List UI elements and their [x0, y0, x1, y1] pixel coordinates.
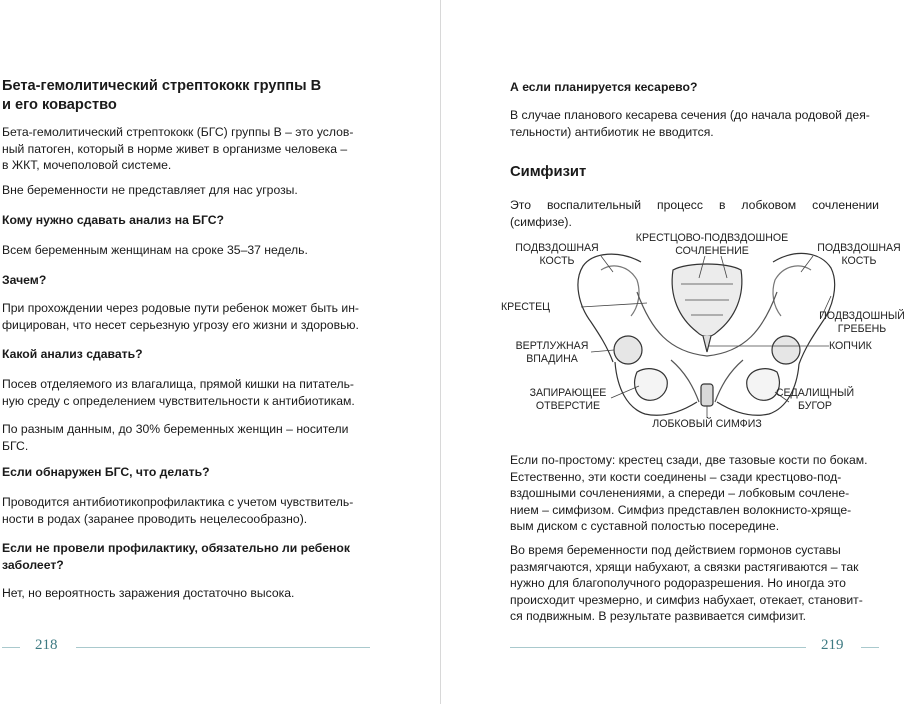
text-line: В случае планового кесарева сечения (до начала родовой дея- — [510, 108, 870, 122]
title-line: и его коварство — [2, 97, 117, 113]
text-line: При прохождении через родовые пути ребенок может быть ин- — [2, 301, 359, 315]
text-line: Проводится антибиотикопрофилактика с учетом чувствитель- — [2, 495, 354, 509]
text-line: Если по-простому: крестец сзади, две тазовые кости по бокам. — [510, 453, 868, 467]
intro-paragraph — [2, 124, 370, 174]
outside-pregnancy-paragraph: Вне беременности не представляет для нас угрозы. — [2, 183, 298, 197]
text-line: БГС. — [2, 438, 29, 453]
label-line: СОЧЛЕНЕНИЕ — [675, 245, 749, 257]
answer-who: Всем беременным женщинам на сроке 35–37 недель. — [2, 243, 308, 257]
label-ilium-left — [509, 242, 605, 268]
simple-explanation-paragraph — [510, 452, 879, 535]
answer-no-prophylaxis: Нет, но вероятность заражения достаточно высока. — [2, 586, 295, 600]
label-line: КРЕСТЦОВО-ПОДВЗДОШНОЕ — [635, 232, 789, 244]
text-line: ся подвижным. В результате развивается симфизит. — [510, 609, 806, 624]
footer-rule — [2, 647, 20, 648]
label-ischial-tuberosity — [773, 387, 857, 413]
text-line: размягчаются, хрящи набухают, а связки растягиваются – так — [510, 559, 859, 574]
text-line: нием – симфизом. Симфиз представлен волокнисто-хряще- — [510, 502, 852, 517]
section-title-gbs — [2, 77, 382, 115]
label-line: КОСТЬ — [539, 255, 575, 267]
carrier-statistic — [2, 421, 370, 454]
text-line: ный патоген, который в норме живет в организме человека – — [2, 141, 348, 156]
question-what-to-do: Если обнаружен БГС, что делать? — [2, 465, 210, 479]
page-number: 219 — [821, 637, 844, 653]
question-no-prophylaxis — [2, 540, 370, 573]
text-line: По разным данным, до 30% беременных женщин – носители — [2, 422, 349, 436]
answer-why — [2, 300, 370, 333]
text-line: Бета-гемолитический стрептококк (БГС) группы В – это услов- — [2, 125, 354, 139]
text-line: происходит чрезмерно, и симфиз набухает, отекает, становит- — [510, 592, 863, 607]
pelvis-drawing — [441, 0, 910, 440]
acetabulum-right — [772, 336, 800, 364]
question-why: Зачем? — [2, 273, 47, 287]
text-line: фицирован, что несет серьезную угрозу его жизни и здоровью. — [2, 317, 359, 332]
ilium-left-inner — [601, 266, 639, 316]
label-acetabulum — [507, 340, 597, 366]
section-title-symphysitis: Симфизит — [510, 164, 587, 180]
label-line: ЗАПИРАЮЩЕЕ — [529, 387, 607, 399]
label-line: СЕДАЛИЩНЫЙ — [775, 387, 855, 399]
text-line: Естественно, эти кости соединены – сзади крестцово-под- — [510, 469, 842, 484]
text-line: вздошными сочленениями, а спереди – лобковым сочлене- — [510, 486, 850, 501]
label-line: КОСТЬ — [841, 255, 877, 267]
title-line: Бета-гемолитический стрептококк группы В — [2, 78, 322, 94]
coccyx-shape — [703, 336, 711, 352]
label-pubic-symphysis: ЛОБКОВЫЙ СИМФИЗ — [652, 418, 762, 430]
label-obturator-foramen — [521, 387, 615, 413]
label-line: ПОДВЗДОШНАЯ — [515, 242, 599, 254]
page-number: 218 — [35, 637, 58, 653]
text-line: Посев отделяемого из влагалища, прямой кишки на питатель- — [2, 377, 354, 391]
label-line: ГРЕБЕНЬ — [837, 323, 887, 335]
label-line: ВПАДИНА — [526, 353, 578, 365]
pregnancy-paragraph — [510, 542, 879, 625]
acetabulum-left — [614, 336, 642, 364]
label-sacroiliac-joint — [627, 232, 797, 258]
label-line: ПОДВЗДОШНЫЙ — [819, 310, 905, 322]
left-page — [0, 0, 440, 704]
pelvis-figure — [441, 0, 910, 440]
ilium-right-inner — [773, 266, 811, 316]
question-who: Кому нужно сдавать анализ на БГС? — [2, 213, 224, 227]
label-line: ОТВЕРСТИЕ — [535, 400, 601, 412]
footer-rule — [510, 647, 806, 648]
label-sacrum: КРЕСТЕЦ — [501, 301, 550, 313]
text-line: Если не провели профилактику, обязательно ли ребенок — [2, 541, 350, 555]
text-line: нужно для благополучного родоразрешения. Но иногда это — [510, 576, 846, 591]
symphysis-shape — [701, 384, 713, 406]
text-line: заболеет? — [2, 557, 64, 572]
question-cesarean: А если планируется кесарево? — [510, 80, 698, 94]
label-coccyx: КОПЧИК — [829, 340, 872, 352]
text-line: ную среду с определением чувствительности к антибиотикам. — [2, 393, 355, 408]
answer-what-to-do — [2, 494, 370, 527]
question-which-test: Какой анализ сдавать? — [2, 347, 143, 361]
label-line: БУГОР — [798, 400, 832, 412]
symphysitis-definition: Это воспалительный процесс в лобковом сочленении (симфизе). — [510, 198, 879, 229]
answer-which-test — [2, 376, 370, 409]
label-ilium-right — [811, 242, 907, 268]
label-line: ВЕРТЛУЖНАЯ — [515, 340, 589, 352]
label-iliac-crest — [817, 310, 907, 336]
text-line: Во время беременности под действием гормонов суставы — [510, 543, 841, 557]
label-line: ПОДВЗДОШНАЯ — [817, 242, 901, 254]
text-line: ности в родах (заранее проводить нецелесообразно). — [2, 511, 308, 526]
text-line: в ЖКТ, мочеполовой системе. — [2, 158, 172, 173]
footer-rule — [861, 647, 879, 648]
text-line: тельности) антибиотик не вводится. — [510, 124, 714, 139]
footer-rule — [76, 647, 370, 648]
right-page — [441, 0, 910, 704]
obturator-left — [635, 369, 668, 401]
text-line: вым диском с суставной полостью посередине. — [510, 519, 780, 534]
